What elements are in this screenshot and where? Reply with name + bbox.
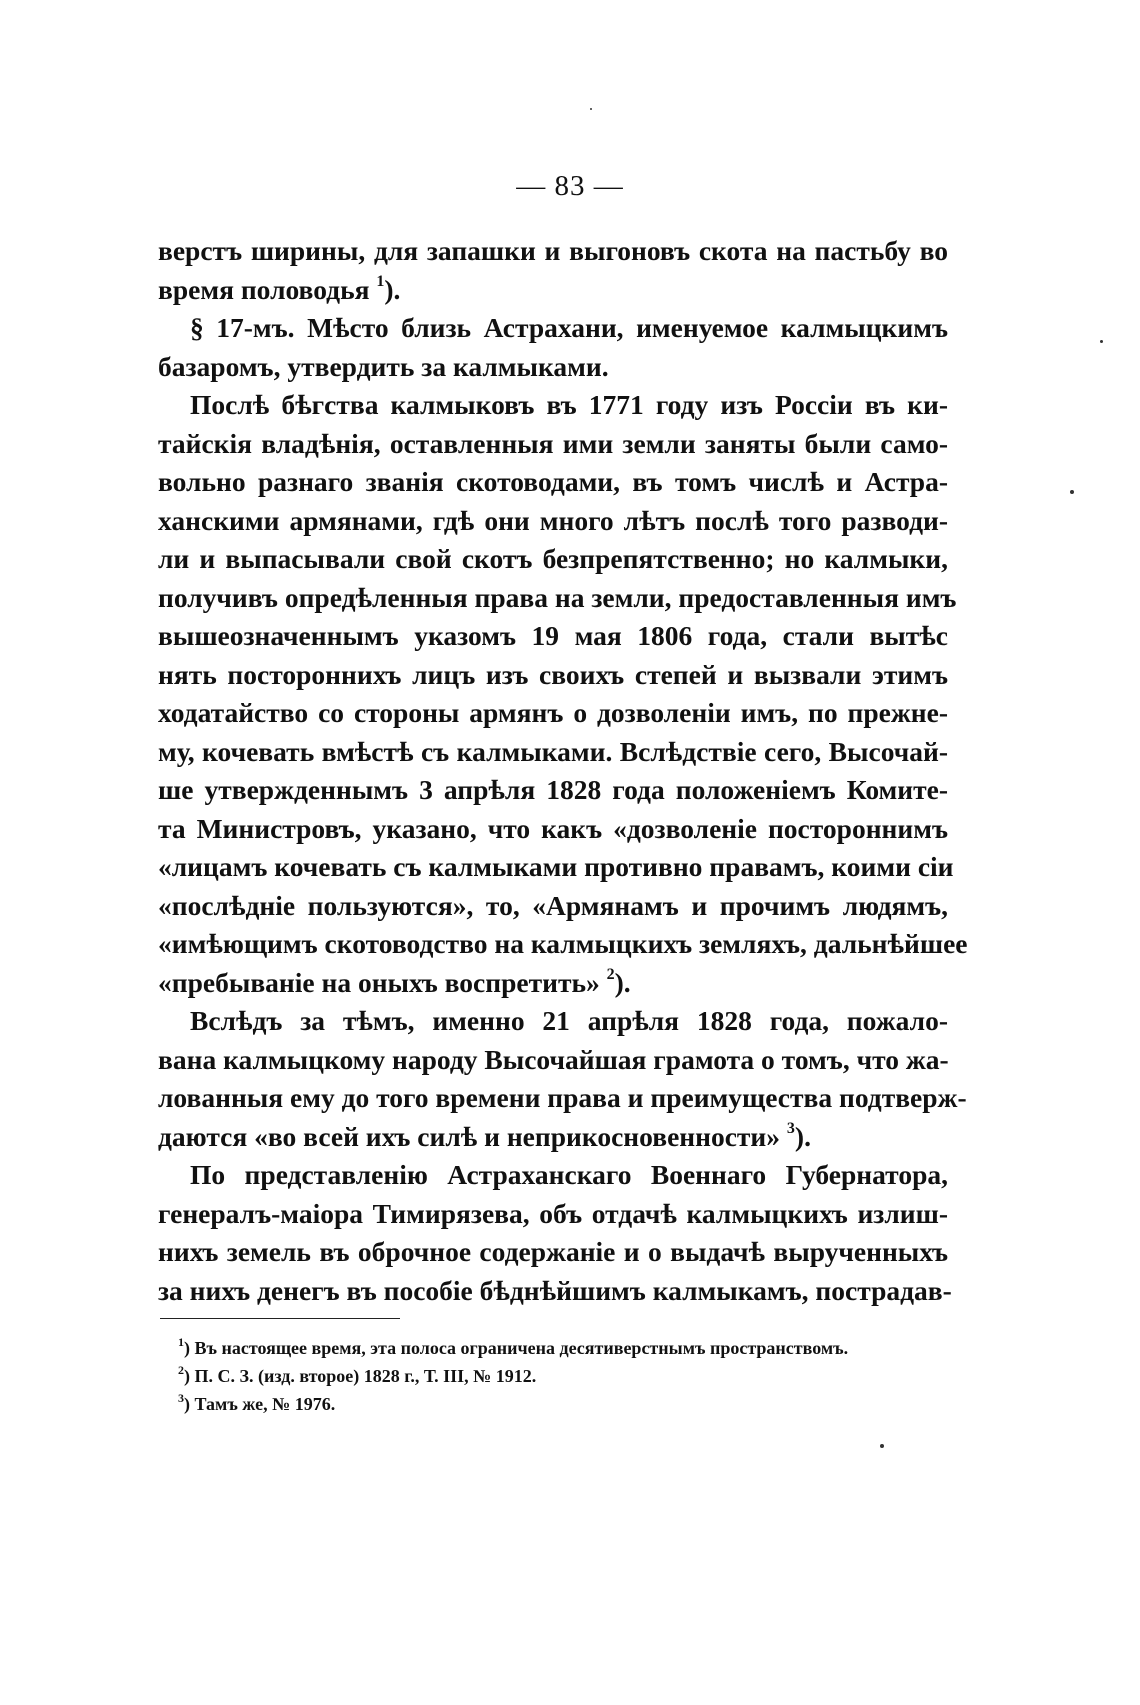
text-line xyxy=(158,964,948,1003)
text-line xyxy=(158,848,954,887)
scan-speck xyxy=(880,1444,884,1448)
line-text: лованныя ему до того времени права и преимущества подтверж- xyxy=(158,1082,967,1113)
text-line xyxy=(158,579,957,618)
text-line xyxy=(158,1156,948,1195)
footnote-marker: 2 xyxy=(606,966,615,984)
text-line xyxy=(158,1079,967,1118)
text-line xyxy=(158,617,948,656)
line-text: та Министровъ, указано, что какъ «дозволеніе постороннимъ xyxy=(158,812,948,844)
line-text: «имѣющимъ скотоводство на калмыцкихъ земляхъ, дальнѣйшее xyxy=(158,928,968,959)
footnotes xyxy=(178,1334,958,1418)
footnote-rule xyxy=(160,1318,400,1319)
text-line xyxy=(158,694,948,733)
line-tail: ). xyxy=(384,273,401,305)
line-text: верстъ ширины, для запашки и выгоновъ скота на пастьбу во xyxy=(158,235,948,266)
line-text: ли и выпасывали свой скотъ безпрепятственно; но калмыки, xyxy=(158,543,948,574)
line-text: ходатайство со стороны армянъ о дозволеніи имъ, по прежне- xyxy=(158,697,948,728)
line-text: ше утвержденнымъ 3 апрѣля 1828 года положеніемъ Комите- xyxy=(158,774,948,805)
footnote-item xyxy=(178,1362,958,1390)
footnote-item xyxy=(178,1390,958,1418)
line-text: тайскія владѣнія, оставленныя ими земли заняты были само- xyxy=(158,427,948,459)
footnote-number: 1 xyxy=(178,1335,184,1349)
line-text: Вслѣдъ за тѣмъ, именно 21 апрѣля 1828 года, пожало- xyxy=(190,1005,948,1036)
line-text: § 17-мъ. Мѣсто близь Астрахани, именуемое калмыцкимъ xyxy=(190,312,948,343)
line-text: ханскими армянами, гдѣ они много лѣтъ послѣ того разводи- xyxy=(158,504,948,536)
text-line xyxy=(158,540,948,579)
text-line xyxy=(158,1272,952,1311)
text-line xyxy=(158,425,948,464)
line-text: базаромъ, утвердить за калмыками. xyxy=(158,350,609,382)
footnote-number: 2 xyxy=(178,1363,184,1377)
footnote-text: ) Въ настоящее время, эта полоса ограничена десятиверстнымъ пространствомъ. xyxy=(184,1338,849,1358)
line-tail: ). xyxy=(794,1120,811,1152)
text-line xyxy=(158,733,948,772)
text-line xyxy=(158,1233,948,1272)
text-line xyxy=(158,232,948,271)
line-tail: ). xyxy=(614,966,631,998)
text-line xyxy=(158,771,948,810)
line-text: генералъ-маіора Тимирязева, объ отдачѣ калмыцкихъ излиш- xyxy=(158,1197,948,1229)
footnote-text: ) Тамъ же, № 1976. xyxy=(184,1394,336,1414)
line-text: му, кочевать вмѣстѣ съ калмыками. Вслѣдствіе сего, Высочай- xyxy=(158,735,948,767)
text-line xyxy=(158,1002,948,1041)
footnote-number: 3 xyxy=(178,1391,184,1405)
line-text: «послѣдніе пользуются», то, «Армянамъ и прочимъ людямъ, xyxy=(158,889,948,921)
text-line xyxy=(158,656,948,695)
text-line xyxy=(158,810,948,849)
line-text: вольно разнаго званія скотоводами, въ томъ числѣ и Астра- xyxy=(158,466,948,497)
text-line xyxy=(158,1041,948,1080)
text-line xyxy=(158,309,948,348)
line-text: нять постороннихъ лицъ изъ своихъ степей и вызвали этимъ xyxy=(158,658,948,690)
text-line xyxy=(158,386,948,425)
text-line xyxy=(158,502,948,541)
line-text: вана калмыцкому народу Высочайшая грамота о томъ, что жа- xyxy=(158,1043,949,1075)
line-text: даются «во всей ихъ силѣ и неприкосновенности» xyxy=(158,1120,781,1152)
line-text: вышеозначеннымъ указомъ 19 мая 1806 года, стали вытѣс xyxy=(158,620,948,651)
text-line xyxy=(158,348,948,387)
page-number: — 83 — xyxy=(516,170,624,202)
line-text: получивъ опредѣленныя права на земли, предоставленныя имъ xyxy=(158,581,957,613)
line-text: за нихъ денегъ въ пособіе бѣднѣйшимъ калмыкамъ, пострадав- xyxy=(158,1274,952,1306)
line-text: «лицамъ кочевать съ калмыками противно правамъ, коими сіи xyxy=(158,851,954,882)
text-line xyxy=(158,1118,948,1157)
text-line xyxy=(158,271,948,310)
scan-speck xyxy=(590,108,592,110)
text-line xyxy=(158,887,948,926)
line-text: Послѣ бѣгства калмыковъ въ 1771 году изъ Россіи въ ки- xyxy=(190,389,948,420)
line-text: «пребываніе на оныхъ воспретить» xyxy=(158,966,600,998)
body-text xyxy=(158,232,968,1310)
line-text: время половодья xyxy=(158,273,370,305)
footnote-marker: 1 xyxy=(376,273,385,291)
scan-speck xyxy=(1100,340,1103,343)
footnote-item xyxy=(178,1334,958,1362)
text-line xyxy=(158,1195,948,1234)
text-line xyxy=(158,463,948,502)
footnote-text: ) П. С. З. (изд. второе) 1828 г., Т. III, № 1912. xyxy=(184,1366,537,1386)
scan-speck xyxy=(1070,490,1074,494)
text-line xyxy=(158,925,968,964)
line-text: По представленію Астраханскаго Военнаго Губернатора, xyxy=(190,1159,948,1190)
footnote-marker: 3 xyxy=(786,1120,795,1138)
line-text: нихъ земель въ оброчное содержаніе и о выдачѣ вырученныхъ xyxy=(158,1236,948,1267)
